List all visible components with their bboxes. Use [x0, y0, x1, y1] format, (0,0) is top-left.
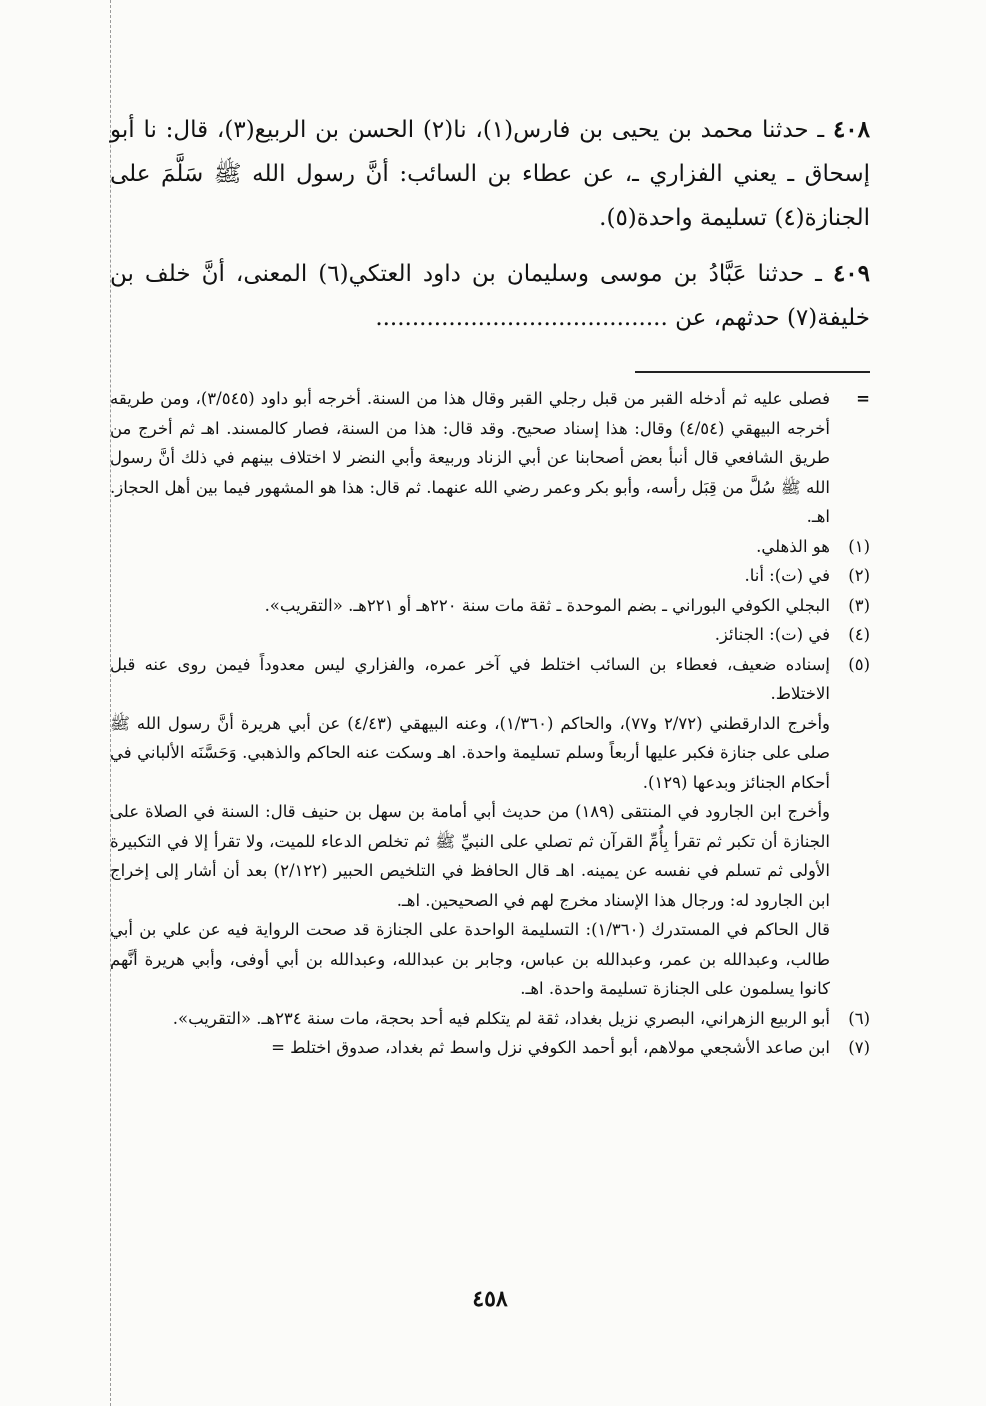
- footnote-6: [110, 1004, 870, 1034]
- footnote-divider: [635, 371, 870, 373]
- hadith-409: [110, 252, 870, 340]
- footnote-1: [110, 532, 870, 562]
- footnote-text: في (ت): الجنائز.: [714, 625, 830, 644]
- footnote-7: [110, 1033, 870, 1063]
- footnote-text: في (ت): أنا.: [744, 566, 830, 585]
- hadith-number: ٤٠٩: [832, 260, 871, 287]
- page-number: ٤٥٨: [472, 1286, 508, 1312]
- footnote-text: البجلي الكوفي البوراني ـ بضم الموحدة ـ ثقة مات سنة ٢٢٠هـ أو ٢٢١هـ. «التقريب».: [264, 595, 830, 615]
- footnote-number: (٢): [848, 566, 870, 585]
- hadith-408: [110, 108, 870, 240]
- footnote-text: أبو الربيع الزهراني، البصري نزيل بغداد، ثقة لم يتكلم فيه أحد بحجة، مات سنة ٢٣٤هـ. «التقريب».: [172, 1008, 830, 1028]
- footnote-text: هو الذهلي.: [756, 536, 830, 556]
- footnote-4: [110, 620, 870, 650]
- hadith-text: ـ حدثنا محمد بن يحيى بن فارس(١)، نا(٢) الحسن بن الربيع(٣)، قال: نا أبو إسحاق ـ يعني الفزاري ـ، عن عطاء بن السائب: أنَّ رسول الله ﷺ سَلَّمَ على الجنازة(٤) تسليمة واحدة(٥).: [110, 117, 870, 231]
- footnote-number: (٣): [848, 595, 870, 615]
- footnote-continuation: [110, 384, 870, 532]
- footnote-number: (٧): [848, 1038, 870, 1057]
- continuation-text: فصلى عليه ثم أدخله القبر من قبل رجلي القبر وقال هذا من السنة. أخرجه أبو داود (٣/٥٤٥)، ومن طريقه أخرجه البيهقي (٤/٥٤) وقال: هذا إسناد صحيح. وقد قال: هذا من السنة، فصار كالمسند. اهـ ثم أخرج من طريق الشافعي قال أنبأ بعض أصحابنا عن أبي الزناد وربيعة وأبي النضر لا اختلاف بينهم في ذلك أنَّ رسول الله ﷺ سُلَّ من قِبَل رأسه، وأبو بكر وعمر رضي الله عنهما. ثم قال: هذا هو المشهور فيما بين أهل الحجاز. اهـ.: [110, 389, 831, 526]
- hadith-number: ٤٠٨: [832, 116, 871, 143]
- footnote-text: ابن صاعد الأشجعي مولاهم، أبو أحمد الكوفي نزل واسط ثم بغداد، صدوق اختلط =: [271, 1038, 830, 1057]
- main-text: [110, 108, 870, 352]
- footnote-2: [110, 561, 870, 591]
- footnote-text: وأخرج ابن الجارود في المنتقى (١٨٩) من حديث أبي أمامة بن سهل بن حنيف قال: السنة في الصلاة على الجنازة أن تكبر ثم تقرأ بِأُمِّ القرآن ثم تصلي على النبيِّ ﷺ ثم تخلص الدعاء للميت، ولا تقرأ إلا في التكبيرة الأولى ثم تسلم في نفسه عن يمينه. اهـ قال الحافظ في التلخيص الحبير (٢/١٢٢) بعد أن أشار إلى إخراج ابن الجارود له: ورجال هذا الإسناد مخرج لهم في الصحيحين. اهـ.: [110, 802, 831, 910]
- footnote-text: قال الحاكم في المستدرك (١/٣٦٠): التسليمة الواحدة على الجنازة قد صحت الرواية فيه عن علي بن أبي طالب، وعبدالله بن عمر، وعبدالله بن عباس، وجابر بن عبدالله، وعبدالله بن أبي أوفى، وأبي هريرة أنَّهم كانوا يسلمون على الجنازة تسليمة واحدة. اهـ.: [110, 920, 830, 998]
- footnotes: [110, 384, 870, 1063]
- hadith-text: ـ حدثنا عَبَّادُ بن موسى وسليمان بن داود العتكي(٦) المعنى، أنَّ خلف بن خليفة(٧) حدثهم، عن ........................................: [110, 261, 870, 331]
- footnote-number: (١): [848, 536, 870, 556]
- continuation-mark: =: [856, 389, 870, 408]
- footnote-number: (٤): [848, 625, 870, 644]
- footnote-text: إسناده ضعيف، فعطاء بن السائب اختلط في آخر عمره، والفزاري ليس معدوداً فيمن روى عنه قبل الاختلاط.: [110, 654, 830, 703]
- footnote-5: [110, 650, 870, 1004]
- footnote-3: [110, 591, 870, 621]
- footnote-number: (٦): [848, 1008, 870, 1028]
- footnote-number: (٥): [848, 654, 870, 674]
- footnote-text: وأخرج الدارقطني (٢/٧٢ و٧٧)، والحاكم (١/٣٦٠)، وعنه البيهقي (٤/٤٣) عن أبي هريرة أنَّ رسول الله ﷺ صلى على جنازة فكبر عليها أربعاً وسلم تسليمة واحدة. اهـ وسكت عنه الحاكم والذهبي. وَحَسَّنَه الألباني في أحكام الجنائز وبدعها (١٢٩).: [110, 713, 830, 792]
